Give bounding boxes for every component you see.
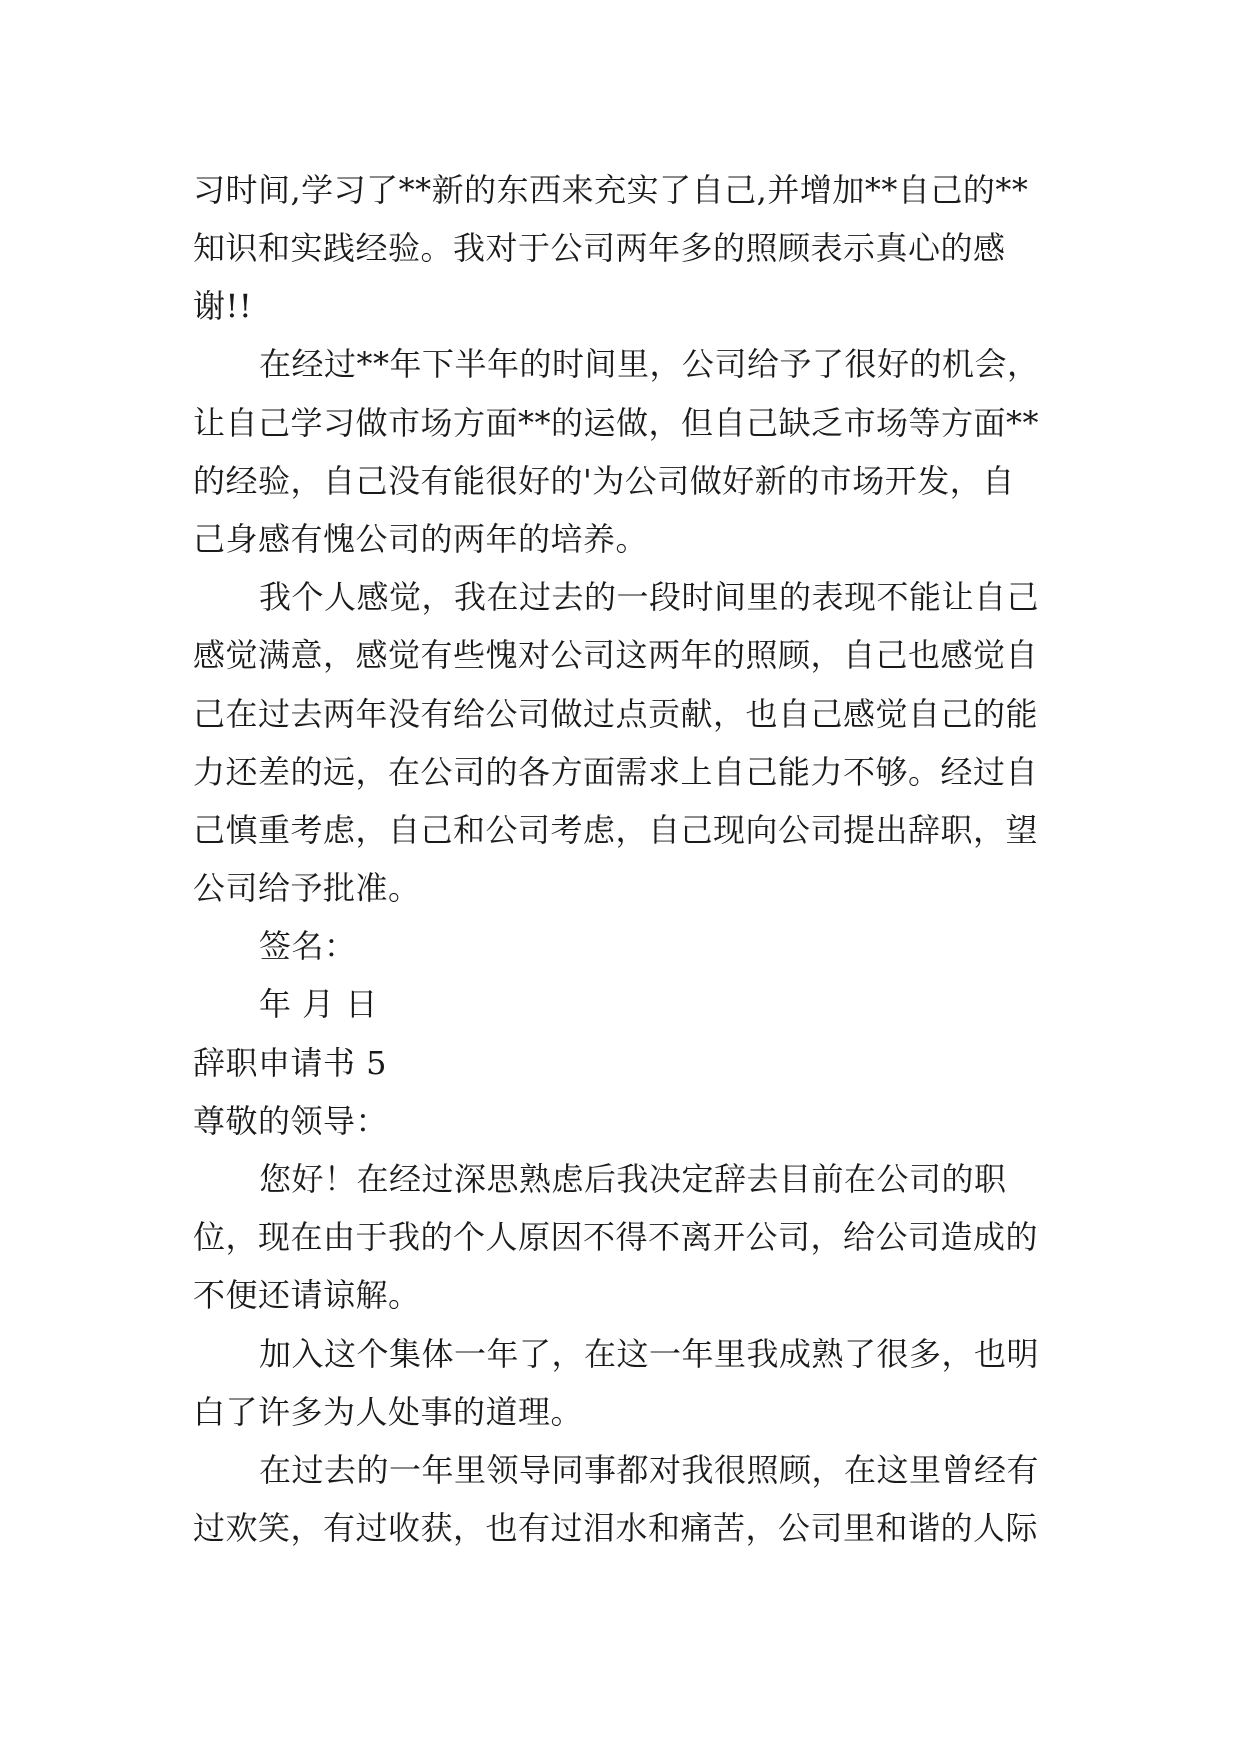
text-line-9: 感觉满意，感觉有些愧对公司这两年的照顾，自己也感觉自 [193,636,1039,674]
signature-label: 签名： [259,927,357,965]
text-line-22: 白了许多为人处事的道理。 [193,1393,584,1431]
text-line-21: 加入这个集体一年了，在这一年里我成熟了很多，也明 [259,1335,1040,1373]
text-line-3: 谢!! [193,287,253,325]
text-line-5: 让自己学习做市场方面**的运做，但自己缺乏市场等方面** [193,404,1040,442]
section-title: 辞职申请书 5 [193,1044,388,1082]
text-line-19: 位，现在由于我的个人原因不得不离开公司，给公司造成的 [193,1218,1039,1256]
text-line-2: 知识和实践经验。我对于公司两年多的照顾表示真心的感 [193,229,1006,267]
text-line-20: 不便还请谅解。 [193,1276,421,1314]
text-line-10: 己在过去两年没有给公司做过点贡献，也自己感觉自己的能 [193,695,1039,733]
text-line-6: 的经验，自己没有能很好的'为公司做好新的市场开发，自 [193,462,1015,500]
date-line: 年 月 日 [259,985,378,1023]
text-line-12: 己慎重考虑，自己和公司考虑，自己现向公司提出辞职，望 [193,811,1039,849]
text-line-24: 过欢笑，有过收获，也有过泪水和痛苦，公司里和谐的人际 [193,1509,1039,1547]
text-line-1: 习时间,学习了**新的东西来充实了自己,并增加**自己的** [193,171,1029,209]
text-line-23: 在过去的一年里领导同事都对我很照顾，在这里曾经有 [259,1451,1040,1489]
salutation: 尊敬的领导： [193,1102,389,1140]
text-line-7: 己身感有愧公司的两年的培养。 [193,520,649,558]
text-line-13: 公司给予批准。 [193,869,421,907]
text-line-18: 您好！在经过深思熟虑后我决定辞去目前在公司的职 [259,1160,1007,1198]
text-line-4: 在经过**年下半年的时间里，公司给予了很好的机会， [259,345,1040,383]
text-line-11: 力还差的远，在公司的各方面需求上自己能力不够。经过自 [193,753,1039,791]
text-line-8: 我个人感觉，我在过去的一段时间里的表现不能让自己 [259,578,1040,616]
